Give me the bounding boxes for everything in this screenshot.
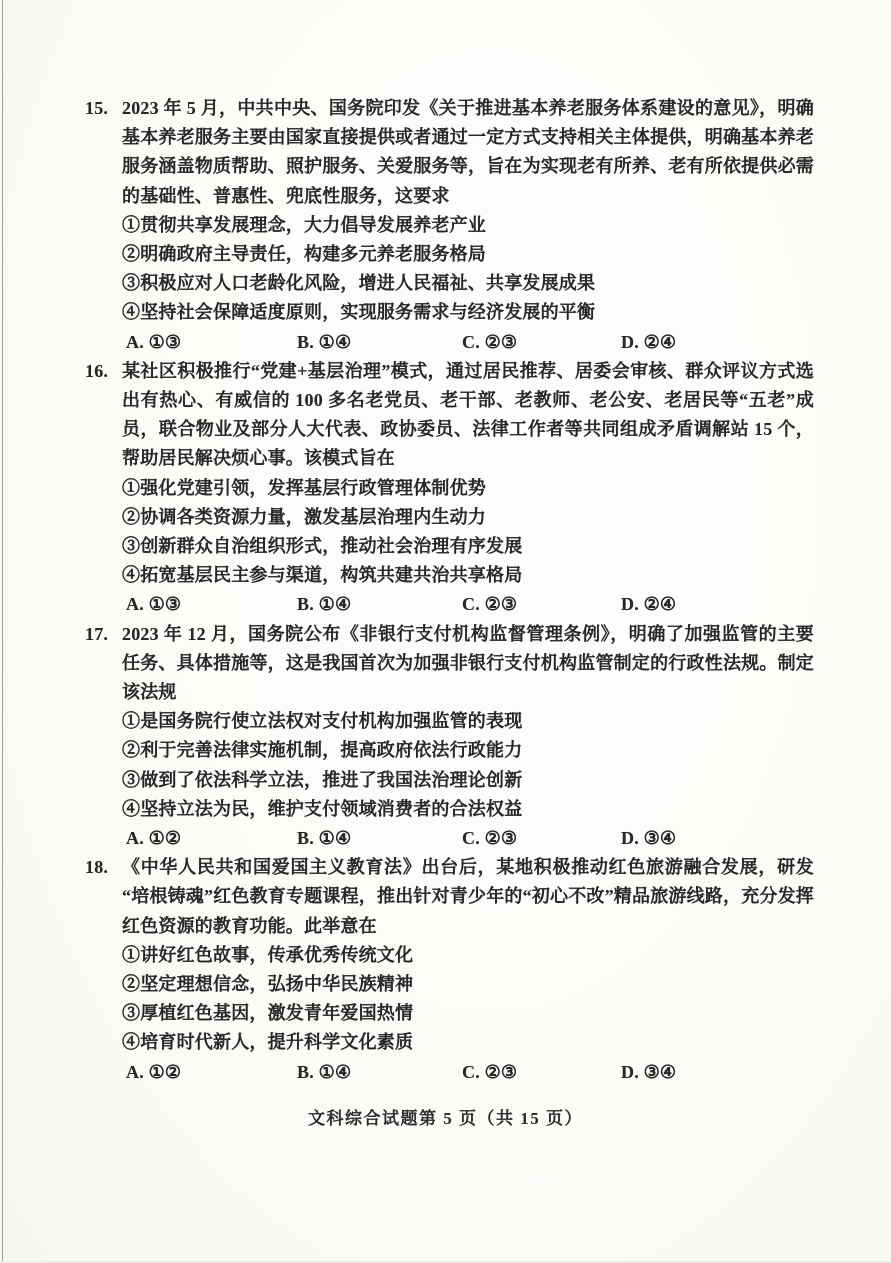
question-15-statement-2: ②明确政府主导责任，构建多元养老服务格局	[122, 244, 486, 265]
question-17	[85, 620, 814, 854]
question-18-choices	[122, 1058, 814, 1087]
question-16	[85, 357, 814, 620]
question-15-choice-c: C. ②③	[462, 331, 518, 352]
question-18-choice-b: B. ①④	[297, 1061, 352, 1082]
question-15-stem: 2023 年 5 月，中共中央、国务院印发《关于推进基本养老服务体系建设的意见》，明确基本养老服务主要由国家直接提供或者通过一定方式支持相关主体提供，明确基本养老服务涵盖物质帮助、照护服务、关爱服务等，旨在为实现老有所养、老有所依提供必需的基础性、普惠性、兜底性服务，这要求	[122, 98, 814, 206]
question-15-choice-b: B. ①④	[297, 331, 352, 352]
question-15-choice-d: D. ②④	[621, 331, 677, 352]
question-18-choice-d: D. ③④	[621, 1061, 677, 1082]
question-17-stem: 2023 年 12 月，国务院公布《非银行支付机构监督管理条例》，明确了加强监管的主要任务、具体措施等，这是我国首次为加强非银行支付机构监管制定的行政性法规。制定该法规	[122, 623, 814, 703]
question-18-statement-2: ②坚定理想信念，弘扬中华民族精神	[122, 974, 414, 995]
question-16-statement-1: ①强化党建引领，发挥基层行政管理体制优势	[122, 477, 486, 498]
question-17-choices	[122, 824, 814, 853]
question-15-statement-3: ③积极应对人口老龄化风险，增进人民福祉、共享发展成果	[122, 273, 596, 294]
question-17-choice-c: C. ②③	[462, 828, 518, 849]
question-16-stem: 某社区积极推行“党建+基层治理”模式，通过居民推荐、居委会审核、群众评议方式选出有热心、有威信的 100 多名老党员、老干部、老教师、老公安、老居民等“五老”成员，联合物业及部分人大代表、政协委员、法律工作者等共同组成矛盾调解站 15 个，帮助居民解决烦心事。该模式旨在	[122, 360, 814, 469]
question-18-choice-a: A. ①②	[126, 1061, 182, 1082]
question-18	[85, 853, 814, 1087]
question-16-choices	[122, 590, 814, 619]
question-area	[85, 94, 814, 1087]
question-16-choice-c: C. ②③	[462, 594, 518, 615]
question-15-statement-4: ④坚持社会保障适度原则，实现服务需求与经济发展的平衡	[122, 302, 596, 323]
question-15-choice-a: A. ①③	[126, 331, 182, 352]
question-16-number: 16.	[85, 360, 109, 381]
question-17-choice-a: A. ①②	[126, 828, 182, 849]
question-17-statement-1: ①是国务院行使立法权对支付机构加强监管的表现	[122, 711, 523, 732]
question-18-number: 18.	[85, 857, 109, 878]
question-16-statement-3: ③创新群众自治组织形式，推动社会治理有序发展	[122, 536, 523, 557]
question-16-choice-a: A. ①③	[126, 594, 182, 615]
question-16-statement-2: ②协调各类资源力量，激发基层治理内生动力	[122, 506, 486, 527]
question-18-stem: 《中华人民共和国爱国主义教育法》出台后，某地积极推动红色旅游融合发展，研发“培根铸魂”红色教育专题课程，推出针对青少年的“初心不改”精品旅游线路，充分发挥红色资源的教育功能。此举意在	[122, 857, 814, 936]
question-15-choices	[122, 328, 814, 357]
question-15	[85, 94, 814, 357]
question-16-statement-4: ④拓宽基层民主参与渠道，构筑共建共治共享格局	[122, 565, 523, 586]
question-17-choice-b: B. ①④	[297, 828, 352, 849]
page-footer	[0, 1104, 891, 1129]
question-15-number: 15.	[85, 98, 109, 118]
question-16-choice-b: B. ①④	[297, 594, 352, 615]
question-18-statement-4: ④培育时代新人，提升科学文化素质	[122, 1032, 414, 1053]
question-17-statement-2: ②利于完善法律实施机制，提高政府依法行政能力	[122, 740, 523, 761]
question-16-stem-row	[85, 357, 814, 474]
question-17-statement-3: ③做到了依法科学立法，推进了我国法治理论创新	[122, 769, 523, 790]
scan-edge-line	[2, 0, 3, 1263]
question-16-choice-d: D. ②④	[621, 594, 677, 615]
question-17-statement-4: ④坚持立法为民，维护支付领域消费者的合法权益	[122, 798, 523, 819]
page-footer-text: 文科综合试题第 5 页（共 15 页）	[308, 1109, 583, 1128]
question-18-stem-row	[85, 853, 814, 941]
question-18-statement-3: ③厚植红色基因，激发青年爱国热情	[122, 1003, 414, 1024]
question-17-number: 17.	[85, 623, 109, 644]
question-18-choice-c: C. ②③	[462, 1061, 518, 1082]
question-17-choice-d: D. ③④	[621, 828, 677, 849]
question-15-stem-row	[85, 94, 814, 211]
question-15-statement-1: ①贯彻共享发展理念，大力倡导发展养老产业	[122, 214, 486, 235]
question-17-stem-row	[85, 620, 814, 708]
question-18-statement-1: ①讲好红色故事，传承优秀传统文化	[122, 944, 414, 965]
